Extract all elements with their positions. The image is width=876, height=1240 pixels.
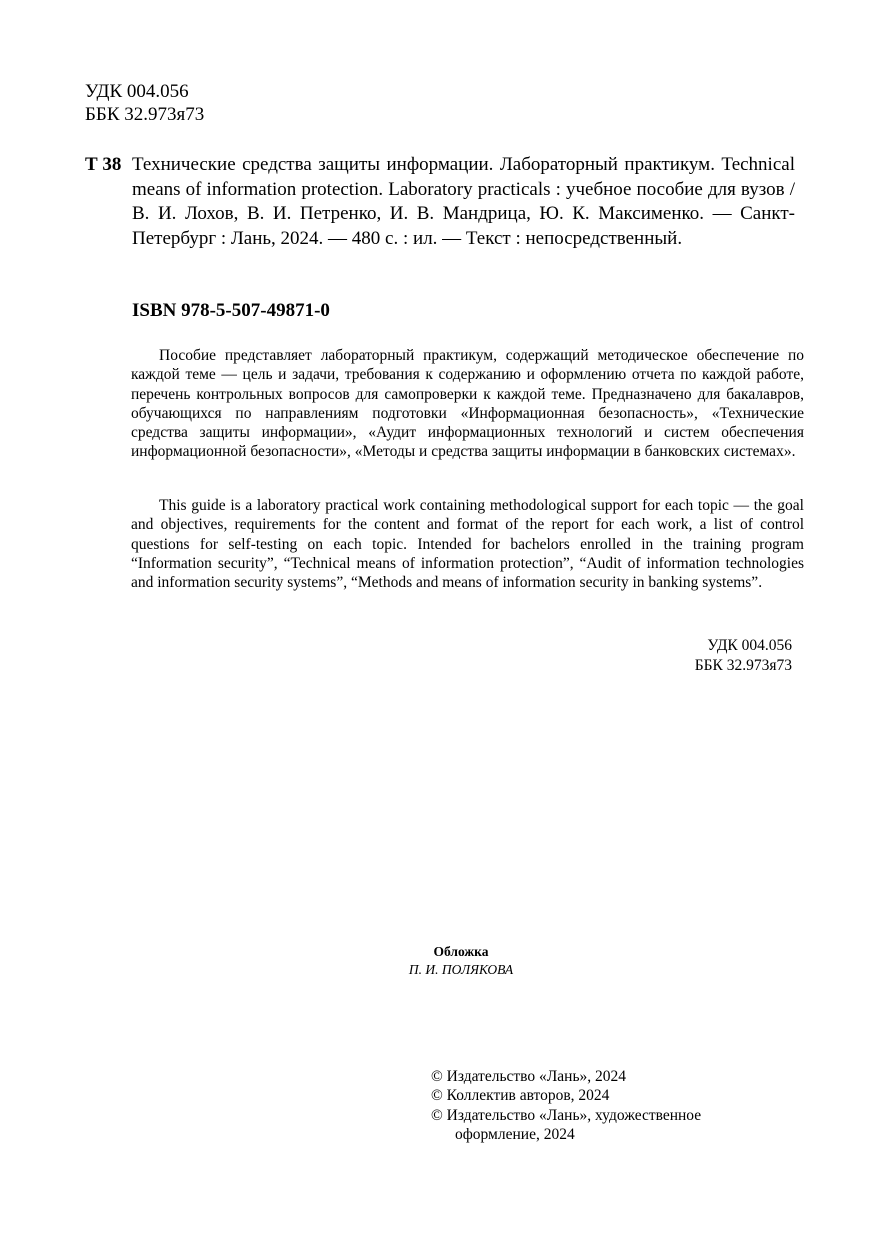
copyright-authors: © Коллектив авторов, 2024: [431, 1087, 610, 1105]
bibliographic-record: [85, 153, 795, 251]
cover-credit: [370, 943, 552, 978]
bibliographic-description: Технические средства защиты информации. Лабораторный практикум. Technical means of information protection. Laboratory practicals : учебное пособие для вузов / В. И. Лохов, В. И. Петренко, И. В. Мандрица, Ю. К. Максименко. — Санкт-Петербург : Лань, 2024. — 480 с. : ил. — Текст : непосредственный.: [132, 154, 795, 249]
cover-designer: П. И. ПОЛЯКОВА: [408, 961, 514, 977]
copyright-design: © Издательство «Лань», художественное: [431, 1106, 702, 1124]
isbn: ISBN 978-5-507-49871-0: [132, 300, 330, 321]
copyright-design-continued: оформление, 2024: [455, 1125, 575, 1143]
classification-header: [85, 80, 204, 126]
author-mark: Т 38: [85, 154, 122, 175]
bbk-code: ББК 32.973я73: [85, 104, 205, 125]
abstract-russian: Пособие представляет лабораторный практикум, содержащий методическое обеспечение по каждой теме — цель и задачи, требования к содержанию и оформлению отчета по каждой работе, перечень контрольных вопросов для самопроверки к каждой теме. Предназначено для бакалавров, обучающихся по направлениям подготовки «Информационная безопасность», «Технические средства защиты информации», «Аудит информационных технологий и систем обеспечения информационной безопасности», «Методы и средства защиты информации в банковских системах».: [131, 347, 804, 461]
udk-code-bottom: УДК 004.056: [707, 637, 792, 654]
abstract-english: This guide is a laboratory practical work containing methodological support for each topic — the goal and objectives, requirements for the content and format of the report for each work, a list of control questions for self-testing on each topic. Intended for bachelors enrolled in the training program “Information security”, “Technical means of information protection”, “Audit of information technologies and information security systems”, “Methods and means of information security in banking systems”.: [131, 497, 804, 592]
udk-code: УДК 004.056: [85, 81, 189, 102]
bbk-code-bottom: ББК 32.973я73: [694, 656, 792, 674]
classification-footer: [688, 636, 792, 675]
cover-label: Обложка: [433, 944, 489, 959]
copyright-block: [431, 1067, 751, 1144]
copyright-publisher: © Издательство «Лань», 2024: [431, 1068, 627, 1085]
